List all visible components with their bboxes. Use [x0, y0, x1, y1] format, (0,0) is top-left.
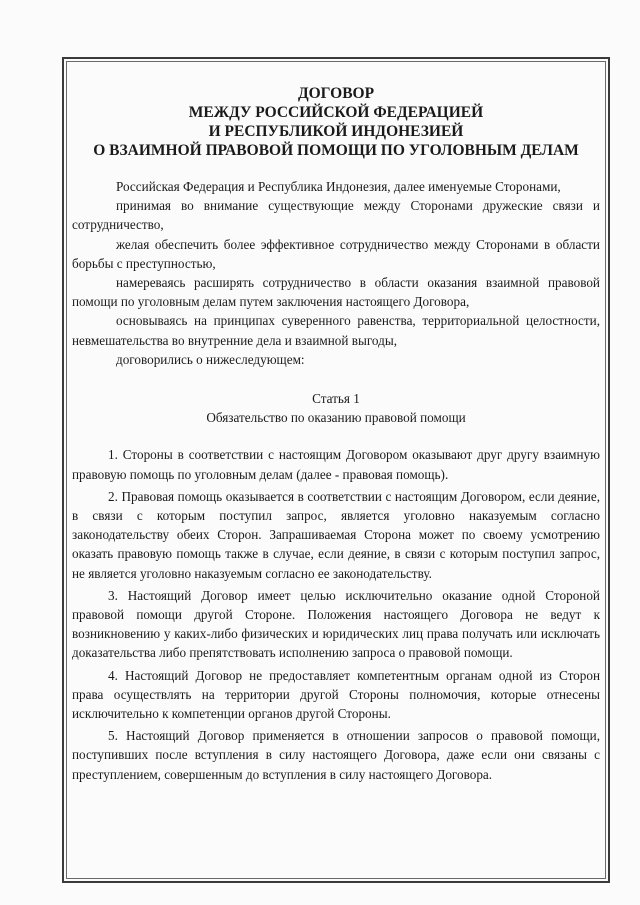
article-heading: [72, 389, 600, 427]
title-line-4: О ВЗАИМНОЙ ПРАВОВОЙ ПОМОЩИ ПО УГОЛОВНЫМ ДЕЛАМ: [93, 142, 579, 159]
article-title: Обязательство по оказанию правовой помощи: [206, 410, 466, 426]
preamble-paragraph: принимая во внимание существующие между Сторонами дружеские связи и сотрудничество,: [72, 198, 600, 233]
title-line-1: ДОГОВОР: [297, 85, 375, 102]
preamble-paragraph: желая обеспечить более эффективное сотрудничество между Сторонами в области борьбы с преступностью,: [72, 236, 600, 271]
article-clause: 3. Настоящий Договор имеет целью исключительно оказание одной Стороной правовой помощи другой Стороне. Положения настоящего Договора не ведут к возникновению у каких-либо физических и юридических лиц права получать или исключать доказательства либо препятствовать исполнению запроса о правовой помощи.: [72, 587, 600, 661]
document-title: [72, 84, 600, 160]
article-clause: 4. Настоящий Договор не предоставляет компетентным органам одной из Сторон права осуществлять на территории другой Стороны полномочия, которые отнесены исключительно к компетенции органов другой Стороны.: [72, 667, 600, 722]
title-line-3: И РЕСПУБЛИКОЙ ИНДОНЕЗИЕЙ: [208, 123, 464, 140]
title-line-2: МЕЖДУ РОССИЙСКОЙ ФЕДЕРАЦИЕЙ: [188, 104, 484, 121]
preamble: [72, 177, 600, 369]
preamble-paragraph: договорились о нижеследующем:: [116, 351, 305, 367]
preamble-paragraph: Российская Федерация и Республика Индонезия, далее именуемые Сторонами,: [116, 179, 561, 194]
preamble-paragraph: основываясь на принципах суверенного равенства, территориальной целостности, невмешательства во внутренние дела и взаимной выгоды,: [72, 313, 600, 348]
article-clauses: [72, 445, 600, 783]
document-body: [72, 84, 600, 787]
article-number: Статья 1: [312, 391, 360, 407]
article-clause: 5. Настоящий Договор применяется в отношении запросов о правовой помощи, поступивших после вступления в силу настоящего Договора, даже если они связаны с преступлением, совершенным до вступления в силу настоящего Договора.: [72, 728, 600, 782]
preamble-paragraph: намереваясь расширять сотрудничество в области оказания взаимной правовой помощи по уголовным делам путем заключения настоящего Договора,: [72, 275, 600, 310]
article-clause: 2. Правовая помощь оказывается в соответствии с настоящим Договором, если деяние, в связи с которым поступил запрос, является уголовно наказуемым согласно законодательству обеих Сторон. Запрашиваемая Сторона может по своему усмотрению оказать правовую помощь также в случае, если деяние, в связи с которым поступил запрос, не является уголовно наказуемым согласно ее законодательству.: [72, 488, 600, 581]
article-clause: 1. Стороны в соответствии с настоящим Договором оказывают друг другу взаимную правовую помощь по уголовным делам (далее - правовая помощь).: [72, 447, 600, 482]
